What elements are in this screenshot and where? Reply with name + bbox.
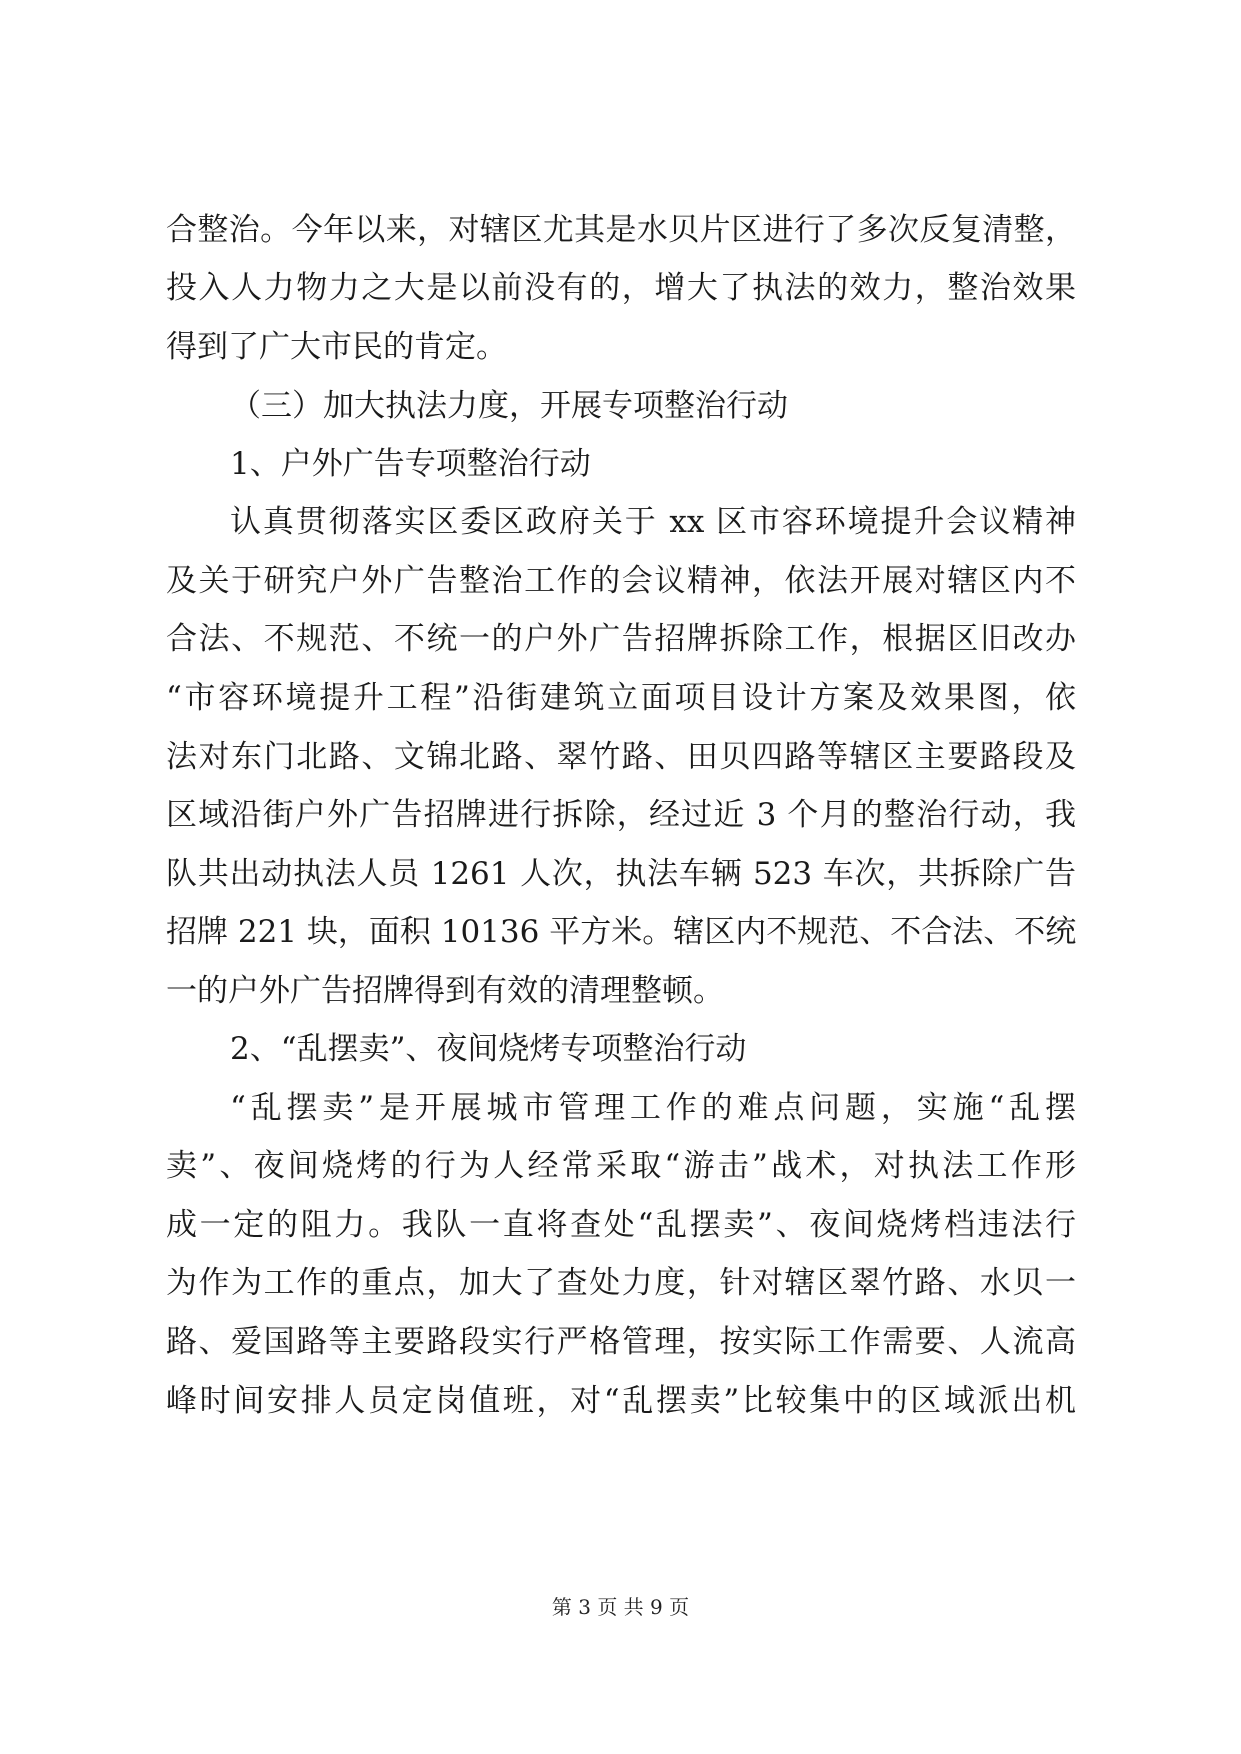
- text-line: 法对东门北路、文锦北路、翠竹路、田贝四路等辖区主要路段及: [166, 739, 1076, 775]
- text-line: 卖”、夜间烧烤的行为人经常采取“游击”战术，对执法工作形: [166, 1148, 1076, 1184]
- text-line: “乱摆卖”是开展城市管理工作的难点问题，实施“乱摆: [230, 1090, 1076, 1126]
- text-line: 认真贯彻落实区委区政府关于 xx 区市容环境提升会议精神: [230, 504, 1076, 540]
- page-number: 第 3 页 共 9 页: [551, 1595, 690, 1619]
- text-line: 为作为工作的重点，加大了查处力度，针对辖区翠竹路、水贝一: [166, 1265, 1076, 1301]
- text-line: 得到了广大市民的肯定。: [166, 329, 507, 365]
- text-line: 队共出动执法人员 1261 人次，执法车辆 523 车次，共拆除广告: [166, 856, 1076, 892]
- text-line: 峰时间安排人员定岗值班，对“乱摆卖”比较集中的区域派出机: [166, 1383, 1076, 1419]
- text-line: 及关于研究户外广告整治工作的会议精神，依法开展对辖区内不: [166, 563, 1076, 599]
- text-line: 一的户外广告招牌得到有效的清理整顿。: [166, 973, 724, 1009]
- text-line: 投入人力物力之大是以前没有的，增大了执法的效力，整治效果: [166, 270, 1076, 306]
- text-line: 合法、不规范、不统一的户外广告招牌拆除工作，根据区旧改办: [166, 621, 1076, 657]
- text-line: 成一定的阻力。我队一直将查处“乱摆卖”、夜间烧烤档违法行: [166, 1207, 1076, 1243]
- subsection-heading: 2、“乱摆卖”、夜间烧烤专项整治行动: [230, 1031, 747, 1067]
- text-line: 合整治。今年以来，对辖区尤其是水贝片区进行了多次反复清整，: [166, 212, 1076, 248]
- section-heading: （三）加大执法力度，开展专项整治行动: [230, 388, 788, 424]
- subsection-heading: 1、户外广告专项整治行动: [230, 446, 591, 482]
- text-line: 区域沿街户外广告招牌进行拆除，经过近 3 个月的整治行动，我: [166, 797, 1076, 833]
- text-line: “市容环境提升工程”沿街建筑立面项目设计方案及效果图，依: [166, 680, 1076, 716]
- text-line: 路、爱国路等主要路段实行严格管理，按实际工作需要、人流高: [166, 1324, 1076, 1360]
- text-line: 招牌 221 块，面积 10136 平方米。辖区内不规范、不合法、不统: [166, 914, 1076, 950]
